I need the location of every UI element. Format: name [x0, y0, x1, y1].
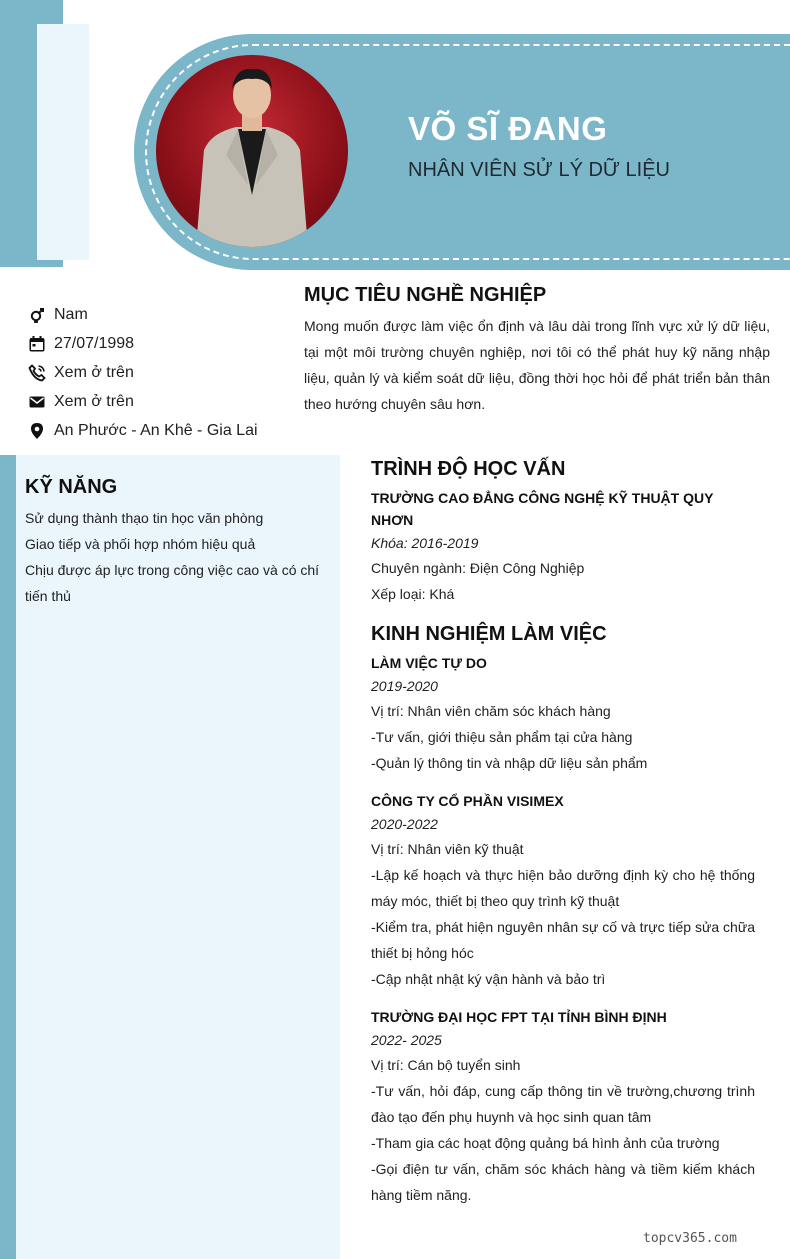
experience-line: -Tư vấn, hỏi đáp, cung cấp thông tin về trường,chương trình đào tạo đến phụ huynh và học sinh quan tâm	[371, 1083, 755, 1125]
location-icon	[28, 422, 46, 440]
experience-period: 2019-2020	[371, 678, 438, 694]
experience-company: LÀM VIỆC TỰ DO	[371, 655, 487, 671]
education-school: TRƯỜNG CAO ĐẲNG CÔNG NGHỆ KỸ THUẬT QUY NHƠN	[371, 490, 714, 528]
experience-line: -Tư vấn, giới thiệu sản phẩm tại cửa hàng	[371, 729, 633, 745]
experience-line: -Quản lý thông tin và nhập dữ liệu sản phẩm	[371, 755, 648, 771]
experience-section	[371, 623, 755, 1208]
info-phone	[28, 358, 258, 387]
watermark: topcv365.com	[643, 1231, 737, 1246]
experience-item	[371, 652, 755, 776]
education-major: Chuyên ngành: Điện Công Nghiệp	[371, 560, 585, 576]
info-address-text: An Phước - An Khê - Gia Lai	[54, 421, 258, 439]
gender-icon	[28, 306, 46, 324]
info-email-text: Xem ở trên	[54, 392, 134, 410]
experience-line: -Gọi điện tư vấn, chăm sóc khách hàng và tiềm kiếm khách hàng tiềm năng.	[371, 1161, 755, 1203]
info-phone-text: Xem ở trên	[54, 363, 134, 381]
education-section	[371, 458, 755, 607]
skill-item: Sử dụng thành thạo tin học văn phòng	[25, 510, 264, 526]
experience-line: Vị trí: Cán bộ tuyển sinh	[371, 1057, 521, 1073]
main-column	[371, 458, 755, 1222]
job-title: NHÂN VIÊN SỬ LÝ DỮ LIỆU	[408, 159, 671, 181]
experience-period: 2022- 2025	[371, 1032, 442, 1048]
profile-photo	[156, 55, 348, 247]
personal-info-list	[28, 300, 258, 445]
info-address	[28, 416, 258, 445]
info-gender	[28, 300, 258, 329]
info-email	[28, 387, 258, 416]
experience-company: TRƯỜNG ĐẠI HỌC FPT TẠI TỈNH BÌNH ĐỊNH	[371, 1009, 667, 1025]
calendar-icon	[28, 335, 46, 353]
info-birthdate-text: 27/07/1998	[54, 334, 135, 352]
candidate-name: VÕ SĨ ĐANG	[408, 110, 608, 147]
info-birthdate	[28, 329, 258, 358]
experience-line: -Lập kế hoạch và thực hiện bảo dưỡng định kỳ cho hệ thống máy móc, thiết bị theo quy trình kỹ thuật	[371, 867, 755, 909]
experience-line: -Kiểm tra, phát hiện nguyên nhân sự cố và trực tiếp sửa chữa thiết bị hỏng hóc	[371, 919, 755, 961]
skills-accent-bar	[0, 455, 16, 1259]
objective-text: Mong muốn được làm việc ổn định và lâu dài trong lĩnh vực xử lý dữ liệu, tại một môi trường chuyên nghiệp, nơi tôi có thể phát huy kỹ năng nhập liệu, quản lý và kiểm soát dữ liệu, đồng thời học hỏi để phát triển bản thân theo hướng chuyên sâu hơn.	[304, 318, 770, 412]
experience-line: -Cập nhật nhật ký vận hành và bảo trì	[371, 971, 606, 987]
education-heading: TRÌNH ĐỘ HỌC VẤN	[371, 458, 566, 480]
skills-heading: KỸ NĂNG	[25, 476, 118, 498]
career-objective-section	[304, 284, 770, 417]
experience-line: Vị trí: Nhân viên chăm sóc khách hàng	[371, 703, 611, 719]
header-left-panel	[37, 24, 89, 260]
experience-item	[371, 1006, 755, 1208]
experience-line: Vị trí: Nhân viên kỹ thuật	[371, 841, 524, 857]
experience-line: -Tham gia các hoạt động quảng bá hình ảnh của trường	[371, 1135, 720, 1151]
objective-heading: MỤC TIÊU NGHỀ NGHIỆP	[304, 284, 547, 306]
info-gender-text: Nam	[54, 305, 88, 323]
experience-item	[371, 790, 755, 992]
education-period: Khóa: 2016-2019	[371, 535, 479, 551]
phone-icon	[28, 364, 46, 382]
experience-company: CÔNG TY CỔ PHẦN VISIMEX	[371, 793, 564, 809]
experience-heading: KINH NGHIỆM LÀM VIỆC	[371, 623, 607, 645]
skills-section	[25, 476, 325, 609]
education-rank: Xếp loại: Khá	[371, 586, 455, 602]
email-icon	[28, 393, 46, 411]
skill-item: Chịu được áp lực trong công việc cao và có chí tiến thủ	[25, 562, 320, 604]
experience-period: 2020-2022	[371, 816, 438, 832]
skill-item: Giao tiếp và phối hợp nhóm hiệu quả	[25, 536, 256, 552]
